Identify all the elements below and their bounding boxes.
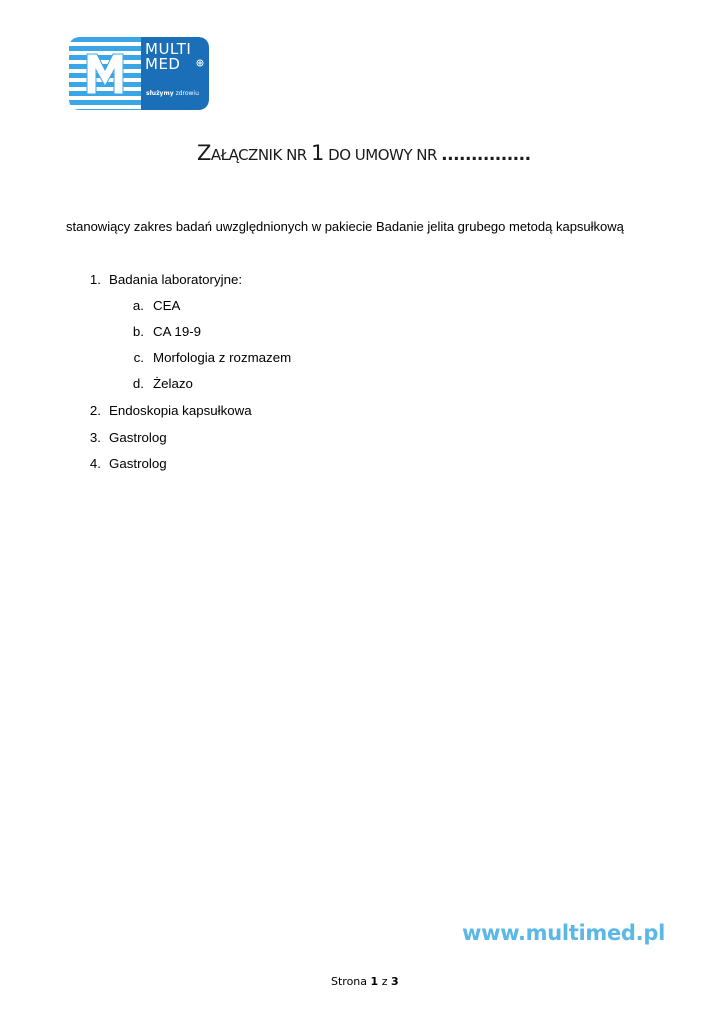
list-marker: 3. xyxy=(89,430,101,445)
page-current: 1 xyxy=(370,975,379,988)
logo-tagline xyxy=(146,90,199,98)
title-dots: ............... xyxy=(441,145,531,165)
sublist-marker: a. xyxy=(132,298,144,313)
list-label: Gastrolog xyxy=(109,456,167,471)
list-marker: 1. xyxy=(89,272,101,287)
sublist-marker: b. xyxy=(132,324,144,339)
page-separator: z xyxy=(381,975,388,988)
logo-brand-line2: MED xyxy=(145,55,181,73)
logo-brand-text xyxy=(145,42,191,72)
sublist-marker: d. xyxy=(132,376,144,391)
list-label: Endoskopia kapsułkowa xyxy=(109,403,252,418)
list-label: Badania laboratoryjne: xyxy=(109,272,243,287)
title-part3: 1 xyxy=(311,141,324,165)
intro-text: stanowiący zakres badań uwzględnionych w pakiecie Badanie jelita grubego metodą kapsułkową xyxy=(66,219,624,234)
sublist-label: Morfologia z rozmazem xyxy=(153,350,292,365)
logo-brand-line1: MULTI xyxy=(145,40,192,58)
sublist-label: Żelazo xyxy=(153,376,193,391)
sublist-label: CEA xyxy=(153,298,181,313)
title-part1: Z xyxy=(197,141,211,165)
page-number xyxy=(331,975,399,988)
sublist-label: CA 19-9 xyxy=(153,324,202,339)
page-total: 3 xyxy=(390,975,399,988)
website-link[interactable]: www.multimed.pl xyxy=(462,921,665,945)
list-label: Gastrolog xyxy=(109,430,167,445)
logo-m-mark-icon xyxy=(85,50,125,96)
document-title xyxy=(197,141,531,165)
logo-plus-icon xyxy=(196,59,204,67)
sublist-marker: c. xyxy=(133,350,144,365)
title-part2: AŁĄCZNIK NR xyxy=(210,146,311,164)
logo-tagline-bold: służymy xyxy=(146,90,174,97)
page-prefix: Strona xyxy=(331,975,368,988)
logo-tagline-rest: zdrowiu xyxy=(175,90,199,97)
list-marker: 4. xyxy=(89,456,101,471)
multimed-logo xyxy=(69,37,209,110)
title-part4: DO UMOWY NR xyxy=(323,146,442,164)
list-marker: 2. xyxy=(89,403,101,418)
